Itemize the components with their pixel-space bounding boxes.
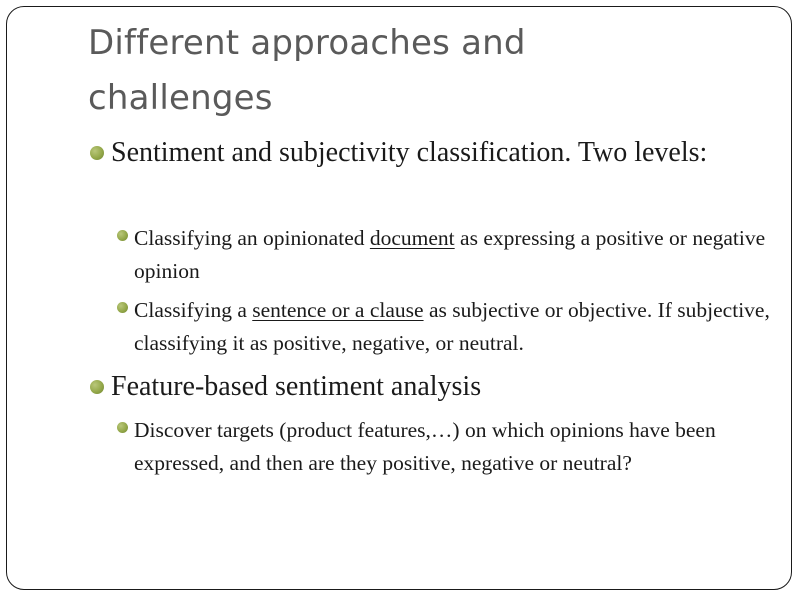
bullet-dot-icon	[117, 422, 128, 433]
subbullet-text: Discover targets (product features,…) on which opinions have been expressed, and then are they positive, negative or neutral?	[134, 418, 716, 475]
bullet-dot-icon	[117, 302, 128, 313]
subbullet-text: Classifying a sentence or a clause as subjective or objective. If subjective, classifying it as positive, negative, or neutral.	[134, 298, 770, 355]
subbullet-document-level	[117, 222, 767, 288]
slide-title: Different approaches and challenges	[88, 23, 526, 118]
subbullet-sentence-level	[117, 294, 777, 360]
bullet-sentiment-classification	[90, 136, 730, 170]
bullet-text: Sentiment and subjectivity classification. Two levels:	[111, 137, 708, 168]
bullet-dot-icon	[90, 146, 104, 160]
subbullet-discover-targets	[117, 414, 757, 480]
bullet-dot-icon	[117, 230, 128, 241]
bullet-feature-based	[90, 370, 730, 404]
bullet-text: Feature-based sentiment analysis	[111, 371, 482, 402]
subbullet-text: Classifying an opinionated document as expressing a positive or negative opinion	[134, 226, 766, 283]
bullet-dot-icon	[90, 380, 104, 394]
